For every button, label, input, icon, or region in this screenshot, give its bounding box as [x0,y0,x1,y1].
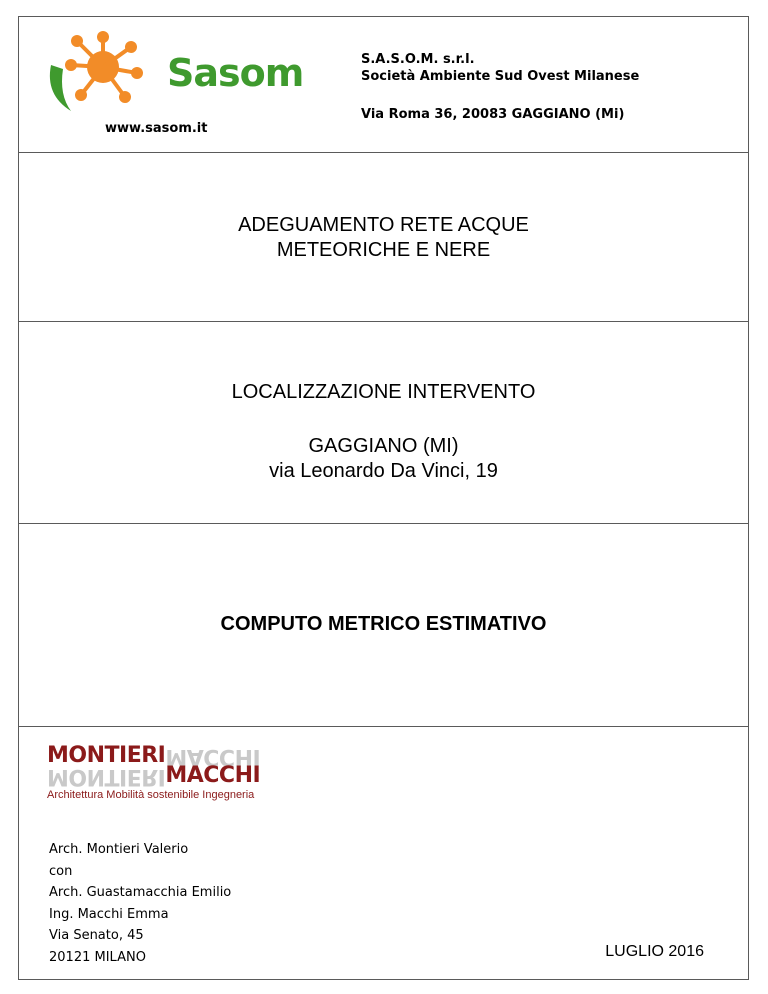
company-name: S.A.S.O.M. s.r.l. [361,52,475,67]
author-line: Via Senato, 45 [49,928,144,943]
logo-wordmark: Sasom [167,51,304,95]
project-title-line2: METEORICHE E NERE [276,239,491,261]
location-heading: LOCALIZZAZIONE INTERVENTO [231,381,536,403]
authors-block [49,839,231,968]
author-line: Arch. Montieri Valerio [49,842,189,857]
company-address: Via Roma 36, 20083 GAGGIANO (Mi) [361,107,625,122]
footer-section [19,726,748,981]
location-section [19,321,748,523]
document-type: COMPUTO METRICO ESTIMATIVO [220,613,547,635]
company-name-block [361,51,639,85]
author-line: con [49,863,73,879]
sasom-logo [41,25,327,117]
studio-logo-line2 [47,765,260,787]
sasom-emblem-icon [41,25,171,117]
document-date: LUGLIO 2016 [605,943,704,960]
header-section [19,17,748,152]
studio-logo-word1: MONTIERI [47,743,166,768]
project-title-section [19,152,748,321]
location-city: GAGGIANO (MI) [308,435,459,457]
project-title-line1: ADEGUAMENTO RETE ACQUE [238,214,529,236]
location-street: via Leonardo Da Vinci, 19 [269,460,498,482]
project-title [19,213,748,263]
studio-logo-word2-reflection: MACCHI [165,744,261,769]
author-line: Ing. Macchi Emma [49,906,169,922]
studio-tagline: Architettura Mobilità sostenibile Ingegneria [47,789,255,801]
studio-logo [47,745,287,815]
studio-logo-word1-reflection: MONTIERI [47,764,166,789]
company-full-name: Società Ambiente Sud Ovest Milanese [361,69,640,84]
studio-logo-word2: MACCHI [165,763,261,788]
author-line: Arch. Guastamacchia Emilio [49,885,232,900]
website-link[interactable]: www.sasom.it [105,121,208,136]
location-address [19,434,748,484]
cover-page [18,16,749,980]
document-type-section [19,523,748,726]
author-line: 20121 MILANO [49,949,146,965]
